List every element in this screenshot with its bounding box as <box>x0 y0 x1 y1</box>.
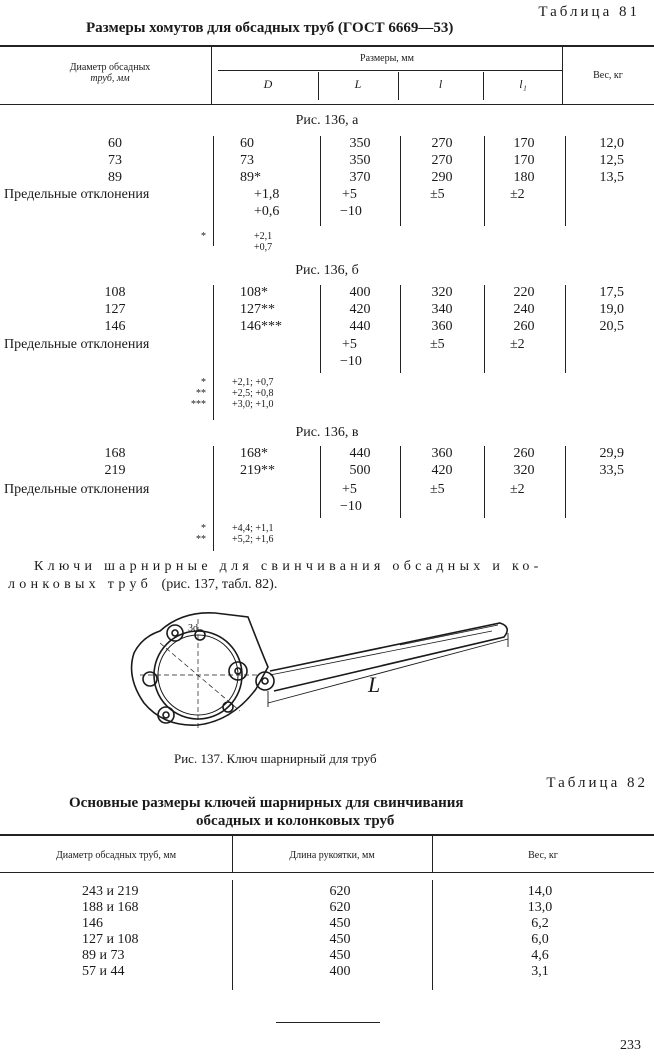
section_b-row-0-D: 108* <box>240 285 268 300</box>
section-c-tol-L2: −10 <box>340 499 362 514</box>
col-header-diameter-line2: труб, мм <box>90 73 130 84</box>
section_c-row-0-diameter: 168 <box>104 446 126 461</box>
table-82-divider <box>432 880 433 990</box>
section-b-tol-label: Предельные отклонения <box>4 337 150 352</box>
col-header-diameter-line1: Диаметр обсадных <box>69 62 151 73</box>
section_b-row-2-weight: 20,5 <box>599 319 624 334</box>
table-82-divider <box>232 880 233 990</box>
section_c-row-0-l1: 260 <box>513 446 535 461</box>
section_c-note-1: +5,2; +1,6 <box>232 534 274 545</box>
table-82-col-weight: Вес, кг <box>528 850 558 861</box>
table-82-label: Таблица 82 <box>546 775 648 791</box>
section_a-row-2-weight: 13,5 <box>599 170 624 185</box>
table-82-row-1-col-0: 188 и 168 <box>82 900 139 915</box>
section_a-row-0-diameter: 60 <box>108 136 122 151</box>
table-82-row-1-col-1: 620 <box>329 900 351 915</box>
dimension-L-label: L <box>368 672 381 697</box>
section_c-row-0-l: 360 <box>431 446 453 461</box>
section_b-row-0-diameter: 108 <box>104 285 126 300</box>
section_c-note-0: +4,4; +1,1 <box>232 523 274 534</box>
figure-137-caption: Рис. 137. Ключ шарнирный для труб <box>174 751 377 766</box>
section_b-row-2-D: 146*** <box>240 319 282 334</box>
table-82-row-2-col-0: 146 <box>82 916 103 931</box>
table-82-row-3-col-0: 127 и 108 <box>82 932 139 947</box>
keys-text-line1: Ключи шарнирные для свинчивания обсадных и ко- <box>34 559 543 574</box>
section_b-row-0-l1: 220 <box>513 285 535 300</box>
col-header-sizes: Размеры, мм <box>360 53 414 64</box>
page-number: 233 <box>620 1038 641 1053</box>
column-divider <box>565 136 566 226</box>
table-82-title-line1: Основные размеры ключей шарнирных для свинчивания <box>69 795 464 811</box>
section_a-row-1-weight: 12,5 <box>599 153 624 168</box>
section_c-row-1-weight: 33,5 <box>599 463 624 478</box>
col-header-L: L <box>354 77 362 91</box>
table-81-header-rule <box>0 104 654 105</box>
section_b-row-1-L: 420 <box>349 302 371 317</box>
section_c-row-1-L: 500 <box>349 463 371 478</box>
table-82-header-rule <box>0 872 654 873</box>
section_c-row-1-D: 219** <box>240 463 275 478</box>
col-header-l: l <box>438 77 443 91</box>
section_a-row-2-l: 290 <box>431 170 453 185</box>
table-82-row-5-col-1: 400 <box>329 964 351 979</box>
table-82-row-2-col-2: 6,2 <box>531 916 549 931</box>
section_a-row-2-l1: 180 <box>513 170 535 185</box>
section_c-note-star-0: * <box>201 523 206 534</box>
section_c-row-1-l1: 320 <box>513 463 535 478</box>
hinged-wrench-drawing <box>120 603 520 743</box>
section_b-row-1-D: 127** <box>240 302 275 317</box>
column-divider <box>213 136 214 246</box>
section_b-row-0-L: 400 <box>349 285 371 300</box>
table-82-row-4-col-0: 89 и 73 <box>82 948 125 963</box>
footer-rule <box>276 1022 380 1023</box>
section_b-note-star-1: ** <box>196 388 206 399</box>
section_a-row-1-l: 270 <box>431 153 453 168</box>
section-a-tol-l: ±5 <box>430 187 445 202</box>
table-81-top-rule <box>0 45 654 47</box>
section_a-row-2-diameter: 89 <box>108 170 122 185</box>
section_b-note-star-2: *** <box>191 399 206 410</box>
section_a-row-2-L: 370 <box>349 170 371 185</box>
section_c-row-1-l: 420 <box>431 463 453 478</box>
table-82-row-1-col-2: 13,0 <box>527 900 553 915</box>
section_a-row-0-weight: 12,0 <box>599 136 624 151</box>
col-header-D: D <box>263 77 273 91</box>
section-a-note-1: +2,1 <box>254 231 273 242</box>
section-b-tol-L1: +5 <box>342 337 357 352</box>
column-divider <box>213 446 214 551</box>
dimension-small-label: 3d <box>188 623 198 634</box>
table-82-col-diameter: Диаметр обсадных труб, мм <box>55 850 177 861</box>
section_b-row-2-L: 440 <box>349 319 371 334</box>
section_a-row-0-l1: 170 <box>513 136 535 151</box>
section-a-tol-label: Предельные отклонения <box>4 187 150 202</box>
section-c-tol-l: ±5 <box>430 482 445 497</box>
section-a-tol-L2: −10 <box>340 204 362 219</box>
section-b-caption: Рис. 136, б <box>295 263 359 278</box>
section-a-note-2: +0,7 <box>254 242 273 253</box>
table-82-row-4-col-1: 450 <box>329 948 351 963</box>
table-82-row-0-col-1: 620 <box>329 884 351 899</box>
section_a-row-1-L: 350 <box>349 153 371 168</box>
table-82-row-3-col-1: 450 <box>329 932 351 947</box>
section-a-tol-D1: +1,8 <box>254 187 280 202</box>
section_a-row-1-diameter: 73 <box>108 153 122 168</box>
section-a-note-star: * <box>201 231 206 242</box>
section_a-row-0-l: 270 <box>431 136 453 151</box>
keys-text-line2-rest: (рис. 137, табл. 82). <box>161 577 278 592</box>
table-82-col-length: Длина рукоятки, мм <box>289 850 375 861</box>
section_b-note-1: +2,5; +0,8 <box>232 388 274 399</box>
section_c-row-1-diameter: 219 <box>104 463 126 478</box>
table-82-row-5-col-0: 57 и 44 <box>82 964 125 979</box>
section-b-tol-l: ±5 <box>430 337 445 352</box>
section_c-row-0-D: 168* <box>240 446 268 461</box>
section-c-tol-L1: +5 <box>342 482 357 497</box>
section_b-row-2-l: 360 <box>431 319 453 334</box>
table-82-row-0-col-0: 243 и 219 <box>82 884 139 899</box>
section_b-note-star-0: * <box>201 377 206 388</box>
section-a-tol-D2: +0,6 <box>254 204 280 219</box>
section-a-tol-L1: +5 <box>342 187 357 202</box>
table-82-row-3-col-2: 6,0 <box>531 932 549 947</box>
section_a-row-0-D: 60 <box>240 136 254 151</box>
section-a-tol-l1: ±2 <box>510 187 525 202</box>
keys-text-line2-spaced: лонковых труб <box>8 577 153 592</box>
table-81-title: Размеры хомутов для обсадных труб (ГОСТ 6669—53) <box>86 20 454 36</box>
section-b-tol-l1: ±2 <box>510 337 525 352</box>
column-divider <box>565 285 566 373</box>
section-c-tol-l1: ±2 <box>510 482 525 497</box>
section_b-row-0-l: 320 <box>431 285 453 300</box>
section_b-row-1-weight: 19,0 <box>599 302 624 317</box>
section_b-row-1-l: 340 <box>431 302 453 317</box>
sizes-subrule <box>218 70 562 71</box>
section_c-row-0-L: 440 <box>349 446 371 461</box>
section-b-tol-L2: −10 <box>340 354 362 369</box>
column-divider <box>213 285 214 420</box>
table-82-row-5-col-2: 3,1 <box>531 964 549 979</box>
section-a-caption: Рис. 136, а <box>295 113 359 128</box>
section_b-row-0-weight: 17,5 <box>599 285 624 300</box>
table-82-row-2-col-1: 450 <box>329 916 351 931</box>
table-82-row-0-col-2: 14,0 <box>527 884 553 899</box>
col-header-l1: l₁ <box>519 77 527 91</box>
section_a-row-1-l1: 170 <box>513 153 535 168</box>
section_b-row-1-diameter: 127 <box>104 302 126 317</box>
section_b-note-2: +3,0; +1,0 <box>232 399 274 410</box>
section_b-note-0: +2,1; +0,7 <box>232 377 274 388</box>
table-82-title-line2: обсадных и колонковых труб <box>196 813 395 829</box>
section_b-row-2-diameter: 146 <box>104 319 126 334</box>
section_b-row-1-l1: 240 <box>513 302 535 317</box>
section_a-row-2-D: 89* <box>240 170 261 185</box>
section_a-row-1-D: 73 <box>240 153 254 168</box>
section-c-caption: Рис. 136, в <box>295 425 359 440</box>
table-81-label: Таблица 81 <box>538 4 640 20</box>
section_c-row-0-weight: 29,9 <box>599 446 624 461</box>
col-header-weight: Вес, кг <box>593 70 623 81</box>
table-82-top-rule <box>0 834 654 836</box>
keys-text-line2 <box>8 577 277 593</box>
section_b-row-2-l1: 260 <box>513 319 535 334</box>
section_a-row-0-L: 350 <box>349 136 371 151</box>
section_c-note-star-1: ** <box>196 534 206 545</box>
table-82-row-4-col-2: 4,6 <box>531 948 549 963</box>
section-c-tol-label: Предельные отклонения <box>4 482 150 497</box>
column-divider <box>565 446 566 518</box>
